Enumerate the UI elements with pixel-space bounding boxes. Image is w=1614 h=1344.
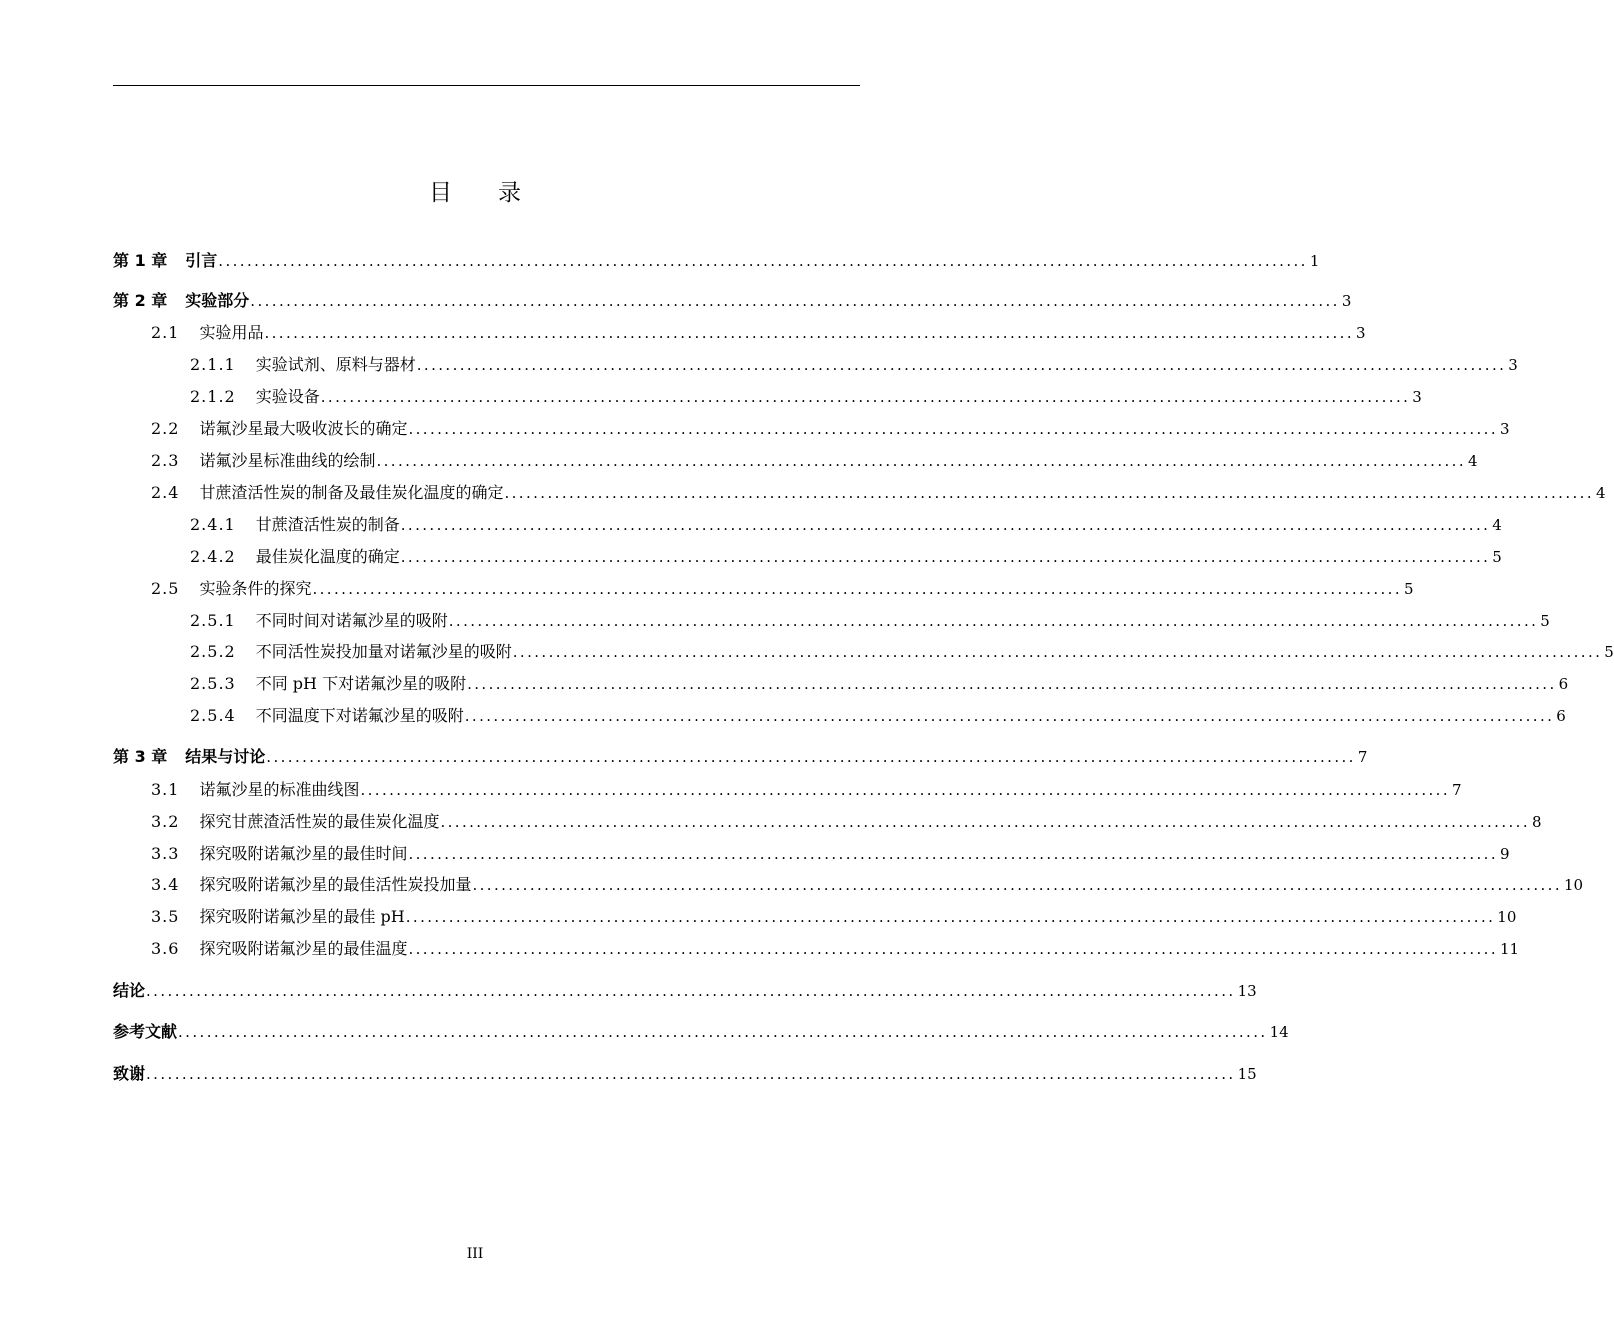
leader-dots: ........................................................................................................................................................ — [408, 420, 1499, 438]
toc-entry-title: 探究吸附诺氟沙星的最佳温度 — [199, 939, 408, 958]
toc-entry-title: 不同温度下对诺氟沙星的吸附 — [255, 706, 464, 725]
leader-dots: ........................................................................................................................................................ — [405, 908, 1496, 926]
toc-entry-3-5[interactable] — [151, 904, 1517, 928]
toc-entry-title: 实验部分 — [185, 291, 250, 310]
toc-entry-title: 实验条件的探究 — [199, 579, 312, 598]
toc-entry-number: 3.2 — [151, 812, 180, 831]
leader-dots: ........................................................................................................................................................ — [218, 252, 1308, 270]
toc-entry-title: 结果与讨论 — [185, 747, 266, 766]
toc-entry-title: 探究吸附诺氟沙星的最佳 pH — [199, 907, 405, 926]
leader-dots: ........................................................................................................................................................ — [400, 516, 1491, 534]
toc-entry-page: 7 — [1452, 781, 1462, 799]
toc-entry-page: 3 — [1508, 356, 1518, 374]
toc-entry-number: 第 1 章 — [113, 251, 168, 270]
toc-entry-2-1-2[interactable] — [190, 384, 1422, 408]
toc-entry-2-1[interactable] — [151, 320, 1366, 344]
toc-entry-number: 第 2 章 — [113, 291, 168, 310]
header-rule — [113, 85, 860, 86]
toc-entry-references[interactable] — [113, 1019, 1289, 1043]
toc-entry-number: 2.1 — [151, 323, 180, 342]
toc-entry-number: 2.3 — [151, 451, 180, 470]
toc-entry-page: 5 — [1404, 580, 1414, 598]
leader-dots: ........................................................................................................................................................ — [504, 484, 1595, 502]
toc-entry-title: 甘蔗渣活性炭的制备 — [255, 515, 400, 534]
toc-entry-number: 3.3 — [151, 844, 180, 863]
toc-entry-number: 第 3 章 — [113, 747, 168, 766]
leader-dots: ........................................................................................................................................................ — [146, 982, 1236, 1000]
leader-dots: ........................................................................................................................................................ — [512, 643, 1603, 661]
leader-dots: ........................................................................................................................................................ — [266, 748, 1356, 766]
toc-entry-number: 2.5.4 — [190, 706, 236, 725]
leader-dots: ........................................................................................................................................................ — [376, 452, 1467, 470]
leader-dots: ........................................................................................................................................................ — [264, 324, 1355, 342]
leader-dots: ........................................................................................................................................................ — [467, 675, 1557, 693]
toc-entry-page: 3 — [1356, 324, 1366, 342]
toc-entry-title: 参考文献 — [113, 1022, 178, 1041]
toc-entry-2-4-2[interactable] — [190, 544, 1502, 568]
toc-entry-conclusion[interactable] — [113, 978, 1257, 1002]
leader-dots: ........................................................................................................................................................ — [408, 940, 1499, 958]
toc-entry-title: 实验用品 — [199, 323, 264, 342]
toc-entry-3-3[interactable] — [151, 841, 1510, 865]
toc-entry-2-5-2[interactable] — [190, 639, 1614, 663]
leader-dots: ........................................................................................................................................................ — [400, 548, 1491, 566]
toc-entry-page: 6 — [1556, 707, 1566, 725]
toc-entry-number: 3.4 — [151, 875, 180, 894]
toc-entry-page: 1 — [1309, 252, 1320, 270]
toc-entry-page: 7 — [1357, 748, 1368, 766]
leader-dots: ........................................................................................................................................................ — [440, 813, 1531, 831]
toc-entry-title: 不同 pH 下对诺氟沙星的吸附 — [255, 674, 467, 693]
leader-dots: ........................................................................................................................................................ — [250, 292, 1340, 310]
toc-title: 目录 — [429, 180, 567, 206]
leader-dots: ........................................................................................................................................................ — [408, 845, 1499, 863]
toc-entry-2-4[interactable] — [151, 480, 1606, 504]
toc-entry-title: 不同时间对诺氟沙星的吸附 — [255, 611, 448, 630]
toc-entry-chapter-2[interactable] — [113, 288, 1352, 312]
toc-entry-number: 2.5.2 — [190, 642, 236, 661]
toc-entry-3-6[interactable] — [151, 936, 1520, 960]
toc-entry-page: 10 — [1564, 876, 1584, 894]
toc-entry-3-4[interactable] — [151, 872, 1584, 896]
toc-entry-number: 2.5.3 — [190, 674, 236, 693]
toc-entry-title: 诺氟沙星最大吸收波长的确定 — [199, 419, 408, 438]
leader-dots: ........................................................................................................................................................ — [360, 781, 1451, 799]
toc-entry-page: 9 — [1500, 845, 1510, 863]
toc-entry-page: 4 — [1468, 452, 1478, 470]
leader-dots: ........................................................................................................................................................ — [472, 876, 1563, 894]
toc-entry-page: 14 — [1269, 1023, 1289, 1041]
toc-entry-page: 5 — [1540, 612, 1550, 630]
toc-entry-number: 3.5 — [151, 907, 180, 926]
toc-entry-chapter-3[interactable] — [113, 744, 1368, 768]
toc-entry-number: 2.5.1 — [190, 611, 236, 630]
toc-entry-2-1-1[interactable] — [190, 352, 1518, 376]
toc-entry-page: 5 — [1492, 548, 1502, 566]
toc-entry-number: 3.1 — [151, 780, 180, 799]
toc-entry-chapter-1[interactable] — [113, 248, 1320, 272]
toc-entry-number: 2.2 — [151, 419, 180, 438]
toc-entry-title: 诺氟沙星的标准曲线图 — [199, 780, 360, 799]
leader-dots: ........................................................................................................................................................ — [146, 1065, 1236, 1083]
toc-entry-2-5-3[interactable] — [190, 671, 1569, 695]
leader-dots: ........................................................................................................................................................ — [416, 356, 1507, 374]
toc-entry-2-4-1[interactable] — [190, 512, 1502, 536]
toc-entry-title: 实验设备 — [255, 387, 320, 406]
toc-entry-3-1[interactable] — [151, 777, 1462, 801]
toc-entry-number: 2.4.2 — [190, 547, 236, 566]
toc-entry-2-2[interactable] — [151, 416, 1510, 440]
toc-entry-title: 引言 — [185, 251, 218, 270]
toc-entry-title: 探究吸附诺氟沙星的最佳时间 — [199, 844, 408, 863]
toc-entry-page: 3 — [1341, 292, 1352, 310]
toc-entry-2-5[interactable] — [151, 576, 1414, 600]
toc-entry-page: 4 — [1596, 484, 1606, 502]
leader-dots: ........................................................................................................................................................ — [448, 612, 1539, 630]
leader-dots: ........................................................................................................................................................ — [320, 388, 1411, 406]
toc-entry-title: 甘蔗渣活性炭的制备及最佳炭化温度的确定 — [199, 483, 504, 502]
toc-entry-2-5-4[interactable] — [190, 703, 1566, 727]
toc-entry-page: 11 — [1500, 940, 1520, 958]
toc-entry-acknowledgements[interactable] — [113, 1061, 1257, 1085]
toc-entry-number: 2.1.1 — [190, 355, 236, 374]
toc-entry-page: 10 — [1497, 908, 1517, 926]
toc-entry-page: 13 — [1237, 982, 1257, 1000]
toc-entry-title: 诺氟沙星标准曲线的绘制 — [199, 451, 376, 470]
toc-entry-title: 最佳炭化温度的确定 — [255, 547, 400, 566]
toc-entry-number: 3.6 — [151, 939, 180, 958]
toc-entry-title: 结论 — [113, 981, 146, 1000]
toc-entry-title: 实验试剂、原料与器材 — [255, 355, 416, 374]
toc-entry-page: 8 — [1532, 813, 1542, 831]
toc-entry-page: 3 — [1412, 388, 1422, 406]
toc-entry-2-5-1[interactable] — [190, 608, 1550, 632]
toc-entry-title: 不同活性炭投加量对诺氟沙星的吸附 — [255, 642, 512, 661]
toc-entry-page: 4 — [1492, 516, 1502, 534]
leader-dots: ........................................................................................................................................................ — [464, 707, 1555, 725]
leader-dots: ........................................................................................................................................................ — [312, 580, 1403, 598]
toc-entry-number: 2.4 — [151, 483, 180, 502]
toc-entry-page: 15 — [1237, 1065, 1257, 1083]
toc-entry-title: 探究吸附诺氟沙星的最佳活性炭投加量 — [199, 875, 472, 894]
toc-entry-page: 3 — [1500, 420, 1510, 438]
toc-entry-number: 2.5 — [151, 579, 180, 598]
toc-entry-number: 2.1.2 — [190, 387, 236, 406]
toc-entry-title: 致谢 — [113, 1064, 146, 1083]
toc-entry-3-2[interactable] — [151, 809, 1542, 833]
toc-entry-page: 5 — [1604, 643, 1614, 661]
toc-entry-number: 2.4.1 — [190, 515, 236, 534]
toc-entry-title: 探究甘蔗渣活性炭的最佳炭化温度 — [199, 812, 440, 831]
toc-entry-2-3[interactable] — [151, 448, 1478, 472]
toc-entry-page: 6 — [1558, 675, 1569, 693]
leader-dots: ........................................................................................................................................................ — [178, 1023, 1268, 1041]
page-number-footer: III — [466, 1246, 484, 1262]
